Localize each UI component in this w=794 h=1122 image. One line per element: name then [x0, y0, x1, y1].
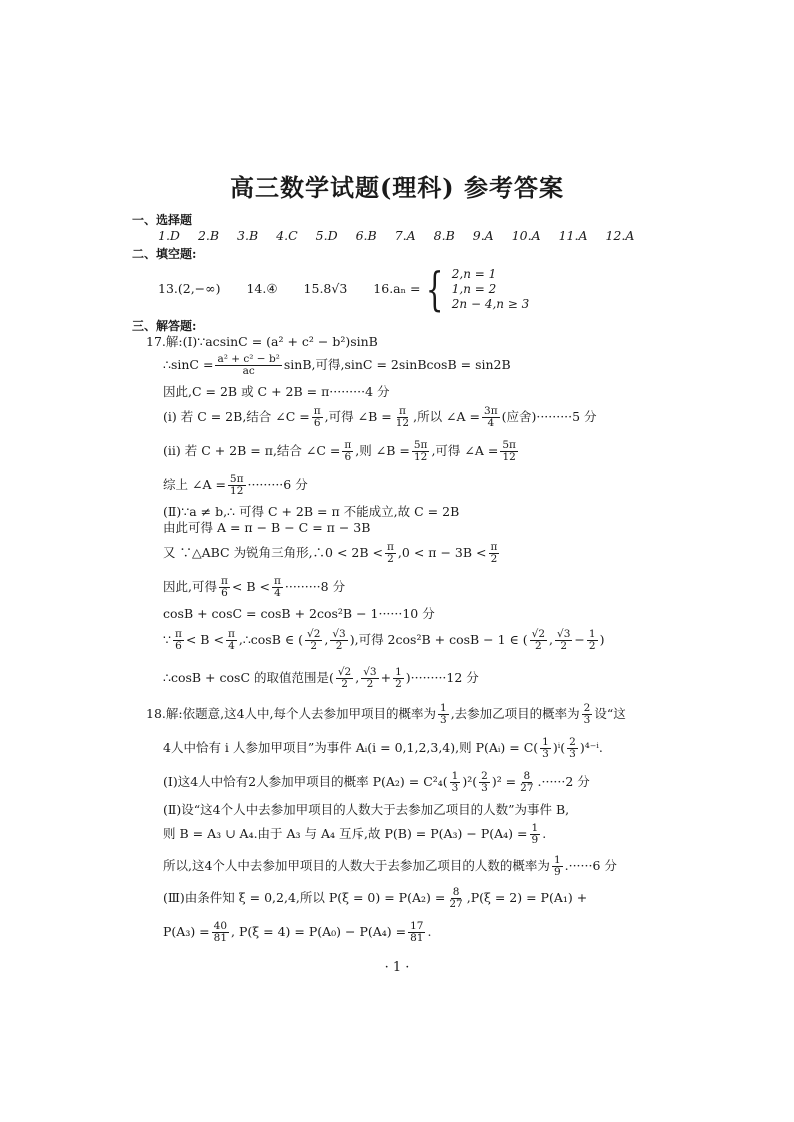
text-segment: 18.解:依题意,这4人中,每个人去参加甲项目的概率为 [146, 706, 436, 721]
piecewise-cases [452, 267, 530, 312]
fraction [555, 629, 572, 652]
choice-answer: 10.A [511, 228, 541, 243]
fraction [479, 771, 490, 794]
text-segment: 4人中恰有 i 人参加甲项目”为事件 Aᵢ(i = 0,1,2,3,4),则 P(Aᵢ) = C [163, 740, 534, 755]
fraction [330, 629, 347, 652]
denominator: 2 [560, 639, 568, 652]
denominator: 9 [553, 865, 561, 878]
text-segment: , [324, 632, 329, 647]
fraction [500, 440, 518, 463]
text-segment: < B < [231, 579, 270, 594]
q17-line-9 [163, 540, 501, 566]
fraction [518, 771, 535, 794]
denominator: 4 [487, 416, 495, 429]
text-segment: , P(ξ = 4) = P(A₀) − P(A₄) = [231, 924, 407, 939]
text-segment: (Ⅰ)这4人中恰有2人参加甲项目的概率 P(A₂) = C²₄( [163, 774, 448, 789]
text-segment: < B < [185, 632, 224, 647]
denominator: 12 [413, 450, 428, 463]
denominator: ac [242, 364, 255, 377]
case-row: 2,n = 1 [451, 266, 497, 281]
numerator: √2 [337, 665, 352, 678]
q18-line-7 [163, 884, 587, 912]
page-title: 高三数学试题(理科) 参考答案 [229, 173, 565, 202]
numerator: √2 [531, 627, 546, 640]
page-number: · 1 · [384, 960, 410, 975]
text-segment: sinB,可得,sinC = 2sinBcosB = sin2B [283, 357, 511, 372]
numerator: √3 [332, 627, 346, 640]
numerator: 8 [523, 769, 531, 782]
numerator: 5π [229, 472, 244, 485]
q18-line-6 [163, 852, 617, 880]
denominator: 81 [213, 931, 228, 944]
choice-answer: 6.B [355, 228, 377, 243]
numerator: 8 [452, 885, 460, 898]
text-segment: )·········12 分 [405, 670, 479, 685]
denominator: 2 [341, 677, 348, 690]
numerator: π [313, 404, 321, 417]
choice-answer: 7.A [394, 228, 416, 243]
text-segment: .······2 分 [537, 774, 590, 789]
denominator: 27 [520, 781, 534, 794]
text-segment: , [549, 632, 554, 647]
choice-answer: 4.C [276, 228, 298, 243]
text-segment: (i) 若 C = 2B,结合 ∠C = [163, 409, 310, 424]
choice-answer: 3.B [237, 228, 259, 243]
denominator: 3 [583, 713, 591, 726]
section-fill-heading: 二、填空题: [132, 247, 197, 261]
denominator: 2 [588, 639, 596, 652]
fraction [272, 576, 283, 599]
text-segment: (应舍)·········5 分 [501, 409, 597, 424]
fraction [312, 406, 323, 429]
fraction [336, 667, 353, 690]
numerator: π [398, 404, 406, 417]
fraction [438, 703, 449, 726]
case-row: 2n − 4,n ≥ 3 [451, 296, 530, 311]
fill-answer-13: 13.(2,−∞) [158, 281, 221, 296]
numerator: 17 [410, 919, 424, 932]
denominator: 4 [228, 639, 235, 652]
denominator: 27 [449, 897, 463, 910]
fill-answer-16-label: 16.aₙ = [373, 281, 421, 296]
numerator: √3 [363, 665, 377, 678]
denominator: 3 [481, 781, 488, 794]
denominator: 4 [274, 586, 281, 599]
section-solution-heading: 三、解答题: [132, 319, 197, 333]
text-segment: ),可得 2cos²B + cosB − 1 ∈ ( [349, 632, 528, 647]
fraction [482, 406, 500, 429]
text-segment: )⁴⁻ⁱ. [579, 740, 603, 755]
text-segment: ( [533, 740, 539, 755]
denominator: 2 [387, 552, 394, 565]
text-segment: )² = [491, 774, 517, 789]
choice-answer: 1.D [158, 228, 180, 243]
fraction [552, 855, 563, 878]
text-segment: 又 ∵△ABC 为锐角三角形,∴0 < 2B < [163, 545, 384, 560]
fill-answers [158, 264, 529, 314]
denominator: 2 [395, 677, 402, 690]
text-segment: .······6 分 [564, 858, 617, 873]
text-segment: ,0 < π − 3B < [397, 545, 487, 560]
choice-answer: 9.A [472, 228, 494, 243]
text-segment: ,可得 ∠A = [431, 443, 499, 458]
fraction [587, 629, 598, 652]
text-segment: ,所以 ∠A = [413, 409, 481, 424]
q18-line-8 [163, 918, 431, 946]
numerator: π [490, 540, 498, 553]
numerator: 5π [502, 438, 516, 451]
denominator: 9 [531, 833, 539, 846]
numerator: √2 [307, 627, 321, 640]
text-segment: ∵ [163, 632, 171, 647]
left-brace-icon: { [426, 262, 444, 316]
text-segment: )ⁱ( [552, 740, 566, 755]
numerator: 3π [484, 404, 498, 417]
denominator: 2 [335, 639, 343, 652]
fraction [567, 737, 578, 760]
text-segment: ∴sinC = [163, 357, 214, 372]
numerator: 1 [588, 627, 596, 640]
choice-answer: 5.D [315, 228, 338, 243]
choice-answers [158, 228, 648, 244]
text-segment: (Ⅲ)由条件知 ξ = 0,2,4,所以 P(ξ = 0) = P(A₂) = [163, 890, 446, 905]
denominator: 2 [535, 639, 542, 652]
numerator: 1 [451, 769, 459, 782]
fraction [342, 440, 353, 463]
fraction [489, 542, 500, 565]
numerator: π [220, 574, 228, 587]
numerator: 2 [481, 769, 488, 782]
numerator: 1 [395, 665, 402, 678]
numerator: 1 [553, 853, 561, 866]
text-segment: 所以,这4个人中去参加甲项目的人数大于去参加乙项目的人数的概率为 [163, 858, 550, 873]
choice-answer: 2.B [197, 228, 220, 243]
text-segment: 则 B = A₃ ∪ A₄.由于 A₃ 与 A₄ 互斥,故 P(B) = P(A₃) − P(A₄) = [163, 826, 528, 841]
numerator: π [174, 627, 182, 640]
text-segment: ·········8 分 [284, 579, 346, 594]
text-segment: ,则 ∠B = [355, 443, 410, 458]
text-segment: + [380, 670, 392, 685]
q18-line-3 [163, 768, 590, 796]
denominator: 3 [451, 781, 459, 794]
denominator: 6 [221, 586, 228, 599]
fraction [212, 921, 229, 944]
denominator: 6 [344, 450, 352, 463]
fraction [215, 354, 281, 377]
denominator: 3 [542, 747, 549, 760]
fill-answer-15: 15.8√3 [303, 281, 348, 296]
denominator: 12 [230, 484, 244, 497]
fraction [385, 542, 396, 565]
denominator: 2 [310, 639, 318, 652]
text-segment: , [355, 670, 360, 685]
fraction [412, 440, 430, 463]
fraction [450, 771, 461, 794]
text-segment: . [427, 924, 432, 939]
text-segment: 综上 ∠A = [163, 477, 226, 492]
fraction [447, 887, 464, 910]
fraction [305, 629, 322, 652]
fraction [540, 737, 551, 760]
q17-line-5 [163, 438, 520, 464]
q18-line-2 [163, 734, 603, 762]
denominator: 6 [313, 416, 321, 429]
choice-answer: 11.A [558, 228, 588, 243]
text-segment: ·········6 分 [247, 477, 308, 492]
fraction [408, 921, 425, 944]
numerator: π [273, 574, 281, 587]
q17-line-12 [163, 626, 604, 654]
text-segment: ) [599, 632, 605, 647]
denominator: 3 [569, 747, 576, 760]
numerator: 2 [583, 701, 591, 714]
denominator: 12 [502, 450, 516, 463]
fill-answer-14: 14.④ [246, 281, 278, 296]
fraction [226, 629, 237, 652]
numerator: √3 [557, 627, 571, 640]
fraction [173, 629, 184, 652]
numerator: 1 [531, 821, 539, 834]
q17-line-10 [163, 574, 345, 600]
numerator: 1 [542, 735, 549, 748]
numerator: π [344, 438, 352, 451]
numerator: 40 [213, 919, 228, 932]
q17-line-3: 因此,C = 2B 或 C + 2B = π·········4 分 [163, 384, 390, 399]
text-segment: ,去参加乙项目的概率为 [450, 706, 580, 721]
text-segment: )²( [462, 774, 478, 789]
text-segment: ,P(ξ = 2) = P(A₁) + [466, 890, 588, 905]
text-segment: ,可得 ∠B = [324, 409, 392, 424]
q17-line-1: 17.解:(Ⅰ)∵acsinC = (a² + c² − b²)sinB [146, 334, 378, 349]
numerator: 1 [440, 701, 447, 714]
fraction [228, 474, 246, 497]
q17-line-2 [163, 352, 511, 378]
numerator: π [387, 540, 394, 553]
q17-line-7: (Ⅱ)∵a ≠ b,∴ 可得 C + 2B = π 不能成立,故 C = 2B [163, 504, 460, 519]
denominator: 81 [410, 931, 424, 944]
q18-line-1 [146, 700, 626, 728]
text-segment: ,∴cosB ∈ ( [238, 632, 303, 647]
choice-answer: 12.A [605, 228, 635, 243]
q17-line-4 [163, 404, 597, 430]
numerator: π [227, 627, 235, 640]
q17-line-8: 由此可得 A = π − B − C = π − 3B [163, 520, 371, 535]
denominator: 3 [440, 713, 447, 726]
fraction [219, 576, 230, 599]
text-segment: ∴cosB + cosC 的取值范围是( [163, 670, 334, 685]
section-choice-heading: 一、选择题 [132, 213, 193, 227]
text-segment: (ii) 若 C + 2B = π,结合 ∠C = [163, 443, 341, 458]
fraction [530, 823, 541, 846]
numerator: 2 [569, 735, 576, 748]
q17-line-13 [163, 664, 479, 692]
denominator: 2 [366, 677, 374, 690]
fraction [530, 629, 547, 652]
fraction [582, 703, 593, 726]
case-row: 1,n = 2 [451, 281, 497, 296]
q17-line-11: cosB + cosC = cosB + 2cos²B − 1······10 分 [163, 606, 435, 621]
denominator: 2 [490, 552, 498, 565]
text-segment: P(A₃) = [163, 924, 210, 939]
text-segment: . [542, 826, 547, 841]
fraction [393, 667, 404, 690]
fill-answer-16 [373, 262, 530, 316]
numerator: 5π [413, 438, 428, 451]
fraction [394, 406, 411, 429]
denominator: 6 [175, 639, 182, 652]
denominator: 12 [395, 416, 410, 429]
q17-line-6 [163, 472, 308, 498]
q18-line-5 [163, 820, 546, 848]
choice-answer: 8.B [433, 228, 455, 243]
text-segment: − [574, 632, 585, 647]
fraction [361, 667, 378, 690]
q18-line-4: (Ⅱ)设“这4个人中去参加甲项目的人数大于去参加乙项目的人数”为事件 B, [163, 802, 570, 817]
numerator: a² + c² − b² [217, 352, 280, 365]
text-segment: 因此,可得 [163, 579, 217, 594]
text-segment: 设“这 [594, 706, 626, 721]
